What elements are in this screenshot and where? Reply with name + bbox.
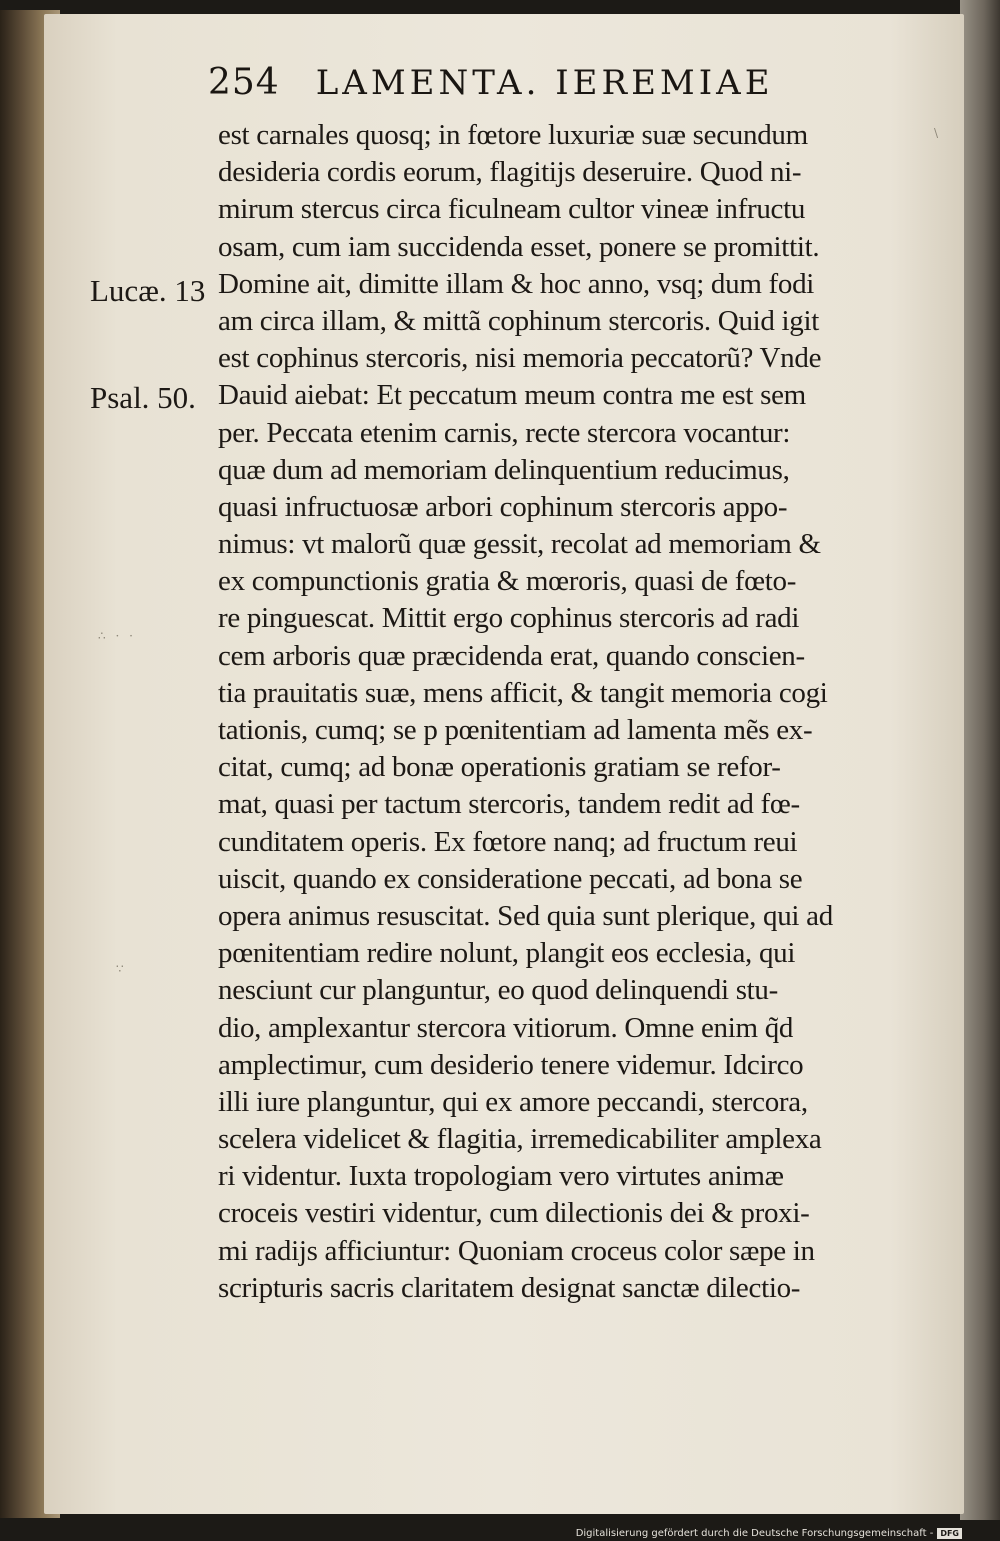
- text-line: citat, cumq; ad bonæ operationis gratiam se refor-: [218, 751, 781, 784]
- text-line: mi radijs afficiuntur: Quoniam croceus color sæpe in: [218, 1234, 815, 1267]
- credit-text: Digitalisierung gefördert durch die Deutsche Forschungsgemeinschaft -: [575, 1528, 934, 1539]
- paper-speck: ∵: [116, 962, 127, 976]
- text-line: amplectimur, cum desiderio tenere videmur. Idcirco: [218, 1048, 804, 1081]
- text-line: est cophinus stercoris, nisi memoria peccatorũ? Vnde: [218, 342, 822, 375]
- text-line: scelera videlicet & flagitia, irremedicabiliter amplexa: [218, 1123, 822, 1156]
- running-title: LAMENTA. IEREMIAE: [315, 63, 774, 103]
- margin-note-luke: Lucæ. 13: [90, 273, 206, 308]
- text-line: desideria cordis eorum, flagitijs deseruire. Quod ni-: [218, 156, 802, 189]
- text-line: mat, quasi per tactum stercoris, tandem redit ad fœ-: [218, 788, 800, 821]
- text-line: dio, amplexantur stercora vitiorum. Omne enim q̃d: [218, 1011, 794, 1044]
- text-line: osam, cum iam succidenda esset, ponere se promittit.: [218, 230, 820, 263]
- text-line: quæ dum ad memoriam delinquentium reducimus,: [218, 453, 790, 486]
- text-line: mirum stercus circa ficulneam cultor vineæ infructu: [218, 193, 806, 226]
- text-line: nesciunt cur planguntur, eo quod delinquendi stu-: [218, 974, 778, 1007]
- text-line: Domine ait, dimitte illam & hoc anno, vsq; dum fodi: [218, 267, 815, 300]
- text-line: illi iure planguntur, qui ex amore peccandi, stercora,: [218, 1085, 808, 1118]
- paper-speck: \: [934, 126, 942, 140]
- text-line: pœnitentiam redire nolunt, plangit eos ecclesia, qui: [218, 937, 796, 970]
- margin-note-psalm: Psal. 50.: [90, 380, 196, 415]
- text-line: am circa illam, & mittã cophinum stercoris. Quid igit: [218, 304, 820, 337]
- text-line: cunditatem operis. Ex fœtore nanq; ad fructum reui: [218, 825, 798, 858]
- text-line: croceis vestiri videntur, cum dilectionis dei & proxi-: [218, 1197, 810, 1230]
- text-line: ri videntur. Iuxta tropologiam vero virtutes animæ: [218, 1160, 784, 1193]
- body-text: [218, 117, 938, 1307]
- text-line: scripturis sacris claritatem designat sanctæ dilectio-: [218, 1271, 801, 1304]
- text-line: per. Peccata etenim carnis, recte stercora vocantur:: [218, 416, 791, 449]
- text-line: tia prauitatis suæ, mens afficit, & tangit memoria cogi: [218, 676, 828, 709]
- book-fore-edge: [960, 0, 1000, 1520]
- text-line: tationis, cumq; se p pœnitentiam ad lamenta mẽs ex-: [218, 714, 813, 746]
- text-line: quasi infructuosæ arbori cophinum stercoris appo-: [218, 490, 788, 523]
- text-line: uiscit, quando ex consideratione peccati, ad bona se: [218, 862, 803, 895]
- text-line: ex compunctionis gratia & mœroris, quasi de fœto-: [218, 565, 797, 598]
- text-line: est carnales quosq; in fœtore luxuriæ suæ secundum: [218, 119, 808, 151]
- page-header: [208, 62, 850, 103]
- text-line: opera animus resuscitat. Sed quia sunt plerique, qui ad: [218, 899, 833, 932]
- text-line: re pinguescat. Mittit ergo cophinus stercoris ad radi: [218, 602, 800, 635]
- text-line: Dauid aiebat: Et peccatum meum contra me est sem: [218, 379, 806, 412]
- page-number: 254: [208, 62, 280, 103]
- dfg-logo: DFG: [937, 1528, 962, 1539]
- digitization-credit: [576, 1528, 962, 1539]
- text-line: nimus: vt malorũ quæ gessit, recolat ad memoriam &: [218, 528, 821, 561]
- text-line: cem arboris quæ præcidenda erat, quando conscien-: [218, 639, 805, 672]
- paper-speck: ∴ · ·: [98, 629, 136, 643]
